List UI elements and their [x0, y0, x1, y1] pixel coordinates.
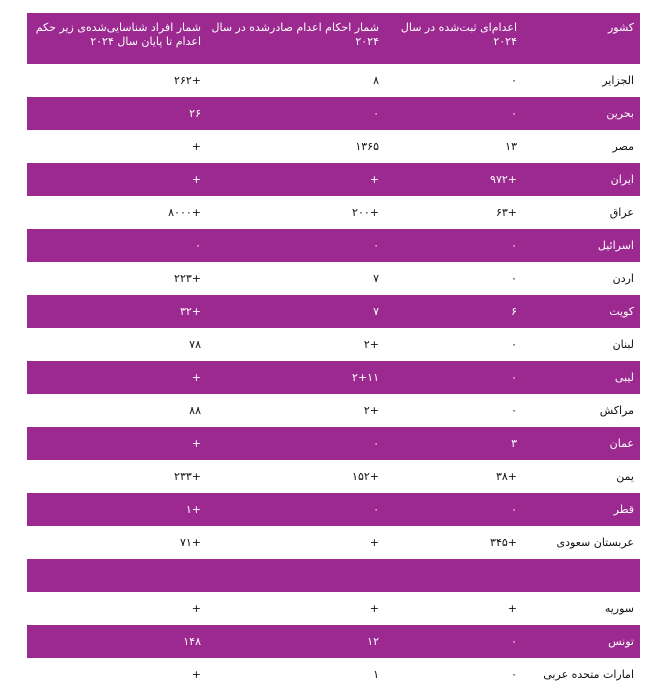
table-row — [27, 592, 640, 625]
cell-executions: ۰ — [511, 667, 517, 681]
cell-sentences: ۰ — [373, 502, 379, 516]
table-row — [27, 64, 640, 97]
header-country: کشور — [607, 21, 634, 34]
cell-pending: +۳۲ — [179, 304, 201, 318]
cell-sentences: ۰ — [373, 238, 379, 252]
cell-country: سوریه — [604, 601, 634, 615]
cell-country: بحرین — [606, 106, 634, 120]
table-row — [27, 97, 640, 130]
cell-sentences: ۸ — [373, 73, 379, 87]
table-row — [27, 526, 640, 559]
cell-country: یمن — [616, 469, 634, 483]
cell-executions: ۰ — [511, 271, 517, 285]
cell-executions: +۹۷۲ — [490, 172, 517, 186]
table-row — [27, 196, 640, 229]
cell-country: لیبی — [614, 370, 634, 384]
cell-pending: + — [191, 601, 201, 615]
cell-executions: ۰ — [511, 370, 517, 384]
table-row — [27, 262, 640, 295]
cell-executions: +۶۳ — [495, 205, 517, 219]
cell-executions: ۰ — [511, 106, 517, 120]
cell-sentences: + — [369, 172, 379, 186]
cell-sentences: +۲۰۰ — [352, 205, 379, 219]
cell-pending: + — [191, 436, 201, 450]
cell-country: عمان — [609, 436, 634, 450]
cell-country: مراکش — [599, 403, 634, 417]
table-row — [27, 130, 640, 163]
cell-pending: +۸۰۰۰ — [168, 205, 201, 219]
cell-executions: ۰ — [511, 403, 517, 417]
table-row — [27, 427, 640, 460]
cell-country: الجزایر — [602, 73, 634, 87]
table-row — [27, 361, 640, 394]
cell-country: ایران — [610, 172, 634, 186]
cell-sentences: + — [369, 535, 379, 549]
cell-country: مصر — [612, 139, 634, 153]
table-row — [27, 295, 640, 328]
cell-country: اسرائیل — [597, 238, 634, 252]
cell-pending: ۲۶ — [189, 106, 201, 120]
cell-country: کویت — [609, 304, 634, 318]
header-executions-recorded: اعدام‌ای ثبت‌شده در سال ۲۰۲۴ — [400, 21, 517, 48]
cell-sentences: +۱۵۲ — [352, 469, 379, 483]
table-body — [27, 64, 640, 691]
cell-pending: + — [191, 667, 201, 681]
cell-pending: ۰ — [195, 238, 201, 252]
cell-pending: ۸۸ — [189, 403, 201, 417]
cell-sentences: +۲ — [363, 403, 379, 417]
cell-sentences: + — [369, 601, 379, 615]
cell-sentences: ۷ — [373, 271, 379, 285]
cell-executions: ۰ — [511, 337, 517, 351]
cell-country: لبنان — [612, 337, 634, 351]
cell-sentences: ۰ — [373, 106, 379, 120]
cell-executions: ۰ — [511, 502, 517, 516]
executions-table — [27, 13, 640, 691]
cell-sentences: ۱ — [373, 667, 379, 681]
cell-pending: ۱۴۸ — [183, 634, 201, 648]
table-row — [27, 460, 640, 493]
cell-sentences: ۱۲ — [367, 634, 379, 648]
cell-sentences: ۷ — [373, 304, 379, 318]
cell-executions: +۳۴۵ — [490, 535, 517, 549]
table-row — [27, 559, 640, 592]
cell-executions: ۰ — [511, 73, 517, 87]
cell-sentences: +۲ — [363, 337, 379, 351]
cell-pending: +۲۶۲ — [174, 73, 201, 87]
cell-country: امارات متحده عربی — [543, 667, 634, 681]
table-row — [27, 229, 640, 262]
table-row — [27, 163, 640, 196]
header-sentences-issued: شمار احکام اعدام صادرشده در سال ۲۰۲۴ — [211, 21, 379, 48]
cell-sentences: ۰ — [373, 436, 379, 450]
cell-pending: +۱ — [185, 502, 201, 516]
cell-country: قطر — [613, 502, 634, 516]
cell-executions: ۰ — [511, 238, 517, 252]
table-row — [27, 328, 640, 361]
cell-pending: +۲۳۳ — [174, 469, 201, 483]
table-header — [27, 13, 640, 64]
cell-pending: +۲۲۳ — [174, 271, 201, 285]
table-row — [27, 625, 640, 658]
cell-country: عراق — [609, 205, 634, 219]
cell-country: تونس — [608, 634, 634, 648]
table-row — [27, 658, 640, 691]
cell-sentences: ۲+۱۱ — [352, 370, 379, 384]
cell-executions: + — [507, 601, 517, 615]
cell-executions: ۶ — [511, 304, 517, 318]
cell-executions: ۳ — [511, 436, 517, 450]
cell-pending: +۷۱ — [179, 535, 201, 549]
cell-country: اردن — [612, 271, 634, 285]
header-people-under-sentence: شمار افراد شناسایی‌شده‌ی زیر حکم اعدام تا پایان سال ۲۰۲۴ — [35, 21, 201, 48]
cell-pending: + — [191, 370, 201, 384]
cell-executions: ۱۳ — [505, 139, 517, 153]
table-row — [27, 493, 640, 526]
cell-pending: ۷۸ — [189, 337, 201, 351]
cell-pending: + — [191, 139, 201, 153]
cell-pending: + — [191, 172, 201, 186]
table-row — [27, 394, 640, 427]
cell-country: عربستان سعودی — [556, 535, 634, 549]
cell-executions: +۳۸ — [495, 469, 517, 483]
cell-sentences: ۱۳۶۵ — [355, 139, 379, 153]
cell-executions: ۰ — [511, 634, 517, 648]
